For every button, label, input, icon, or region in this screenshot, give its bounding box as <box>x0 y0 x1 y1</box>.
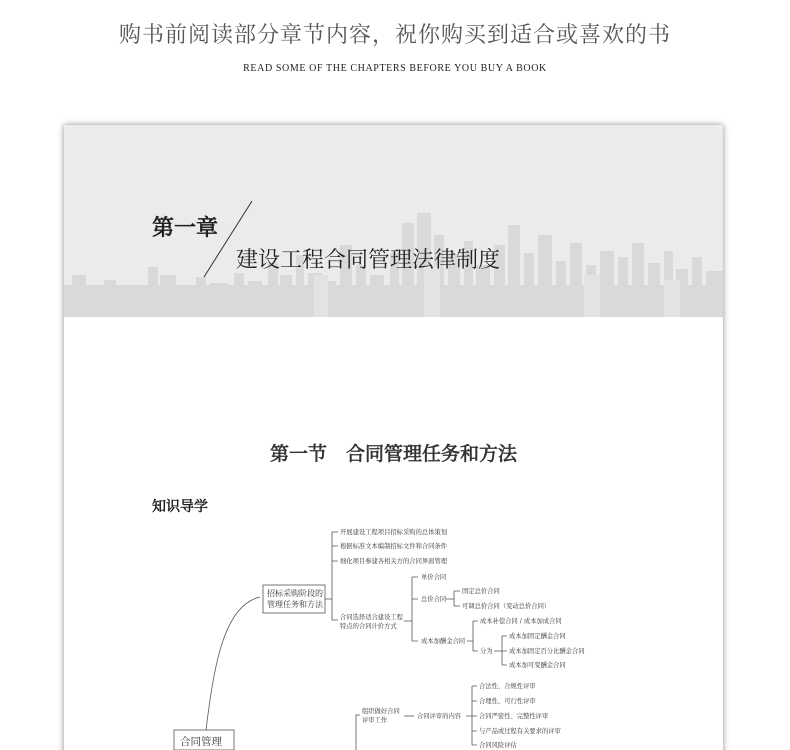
promo-subtitle: READ SOME OF THE CHAPTERS BEFORE YOU BUY A BOOK <box>243 63 547 74</box>
mindmap-split-label: 分为 <box>480 648 493 655</box>
mindmap-cost-plus-item-1: 成本补偿合同 / 成本加成合同 <box>480 618 562 625</box>
promo-title: 购书前阅读部分章节内容，祝你购买到适合或喜欢的书 <box>118 23 671 48</box>
mindmap-split-item-2: 成本加固定百分比酬金合同 <box>509 648 585 655</box>
mindmap-split-connector <box>494 636 507 665</box>
mindmap-unit-price: 单价合同 <box>421 574 447 581</box>
mindmap-review-item-3: 合同严密性、完整性评审 <box>479 713 549 720</box>
mindmap-review-item-5: 合同风险评估 <box>479 742 517 749</box>
mindmap-lump-sum: 总价合同 <box>421 596 447 603</box>
mindmap-branch1-item-2: 根据标准文本编制招标文件和合同条件 <box>340 543 448 550</box>
mindmap-branch2-label-1: 组织做好合同 <box>362 708 400 715</box>
mindmap-link-root-branch1 <box>206 597 260 730</box>
mindmap-branch2-connector <box>356 715 360 750</box>
mindmap-split-item-1: 成本加固定酬金合同 <box>509 633 566 640</box>
mindmap-branch1-label-1: 招标采购阶段的 <box>267 589 323 598</box>
mindmap-review-label: 合同评审的内容 <box>417 713 462 720</box>
mindmap-split-item-3: 成本加可变酬金合同 <box>509 662 566 669</box>
mindmap-branch1-item-1: 开展建设工程项目招标采购的总体策划 <box>340 529 448 536</box>
mindmap-cost-plus-connector <box>467 621 478 651</box>
mindmap-lump-sum-item-1: 固定总价合同 <box>462 588 500 595</box>
mindmap-review-connector <box>466 686 477 745</box>
mindmap-review-item-1: 合法性、合规性评审 <box>479 683 536 690</box>
mindmap-cost-plus: 成本加酬金合同 <box>421 638 466 645</box>
section-title: 第一节 合同管理任务和方法 <box>269 443 517 465</box>
knowledge-mind-map <box>64 125 723 750</box>
mindmap-review-item-2: 合理性、可行性评审 <box>479 698 536 705</box>
mindmap-branch1-label-2: 管理任务和方法 <box>267 600 323 609</box>
knowledge-guide-heading: 知识导学 <box>152 499 208 515</box>
mindmap-pricing-label-2: 特点的合同计价方式 <box>340 623 397 630</box>
mindmap-pricing-label-1: 合同选择适合建设工程 <box>340 614 403 621</box>
mindmap-root-label: 合同管理 <box>180 736 222 748</box>
chapter-title: 建设工程合同管理法律制度 <box>236 248 501 273</box>
mindmap-branch2-label-2: 评审工作 <box>362 717 388 724</box>
chapter-number: 第一章 <box>152 215 219 241</box>
mindmap-pricing-connector <box>404 577 418 641</box>
mindmap-lump-sum-item-2: 可调总价合同（变动总价合同） <box>462 603 551 610</box>
mindmap-branch1-connector <box>325 532 338 620</box>
mindmap-review-item-4: 与产品或过程有关要求的评审 <box>479 728 561 735</box>
mindmap-lump-sum-connector <box>446 591 460 606</box>
mindmap-branch1-item-3: 细化项目参建各相关方的合同界面管理 <box>340 558 448 565</box>
book-page-preview <box>64 125 723 750</box>
